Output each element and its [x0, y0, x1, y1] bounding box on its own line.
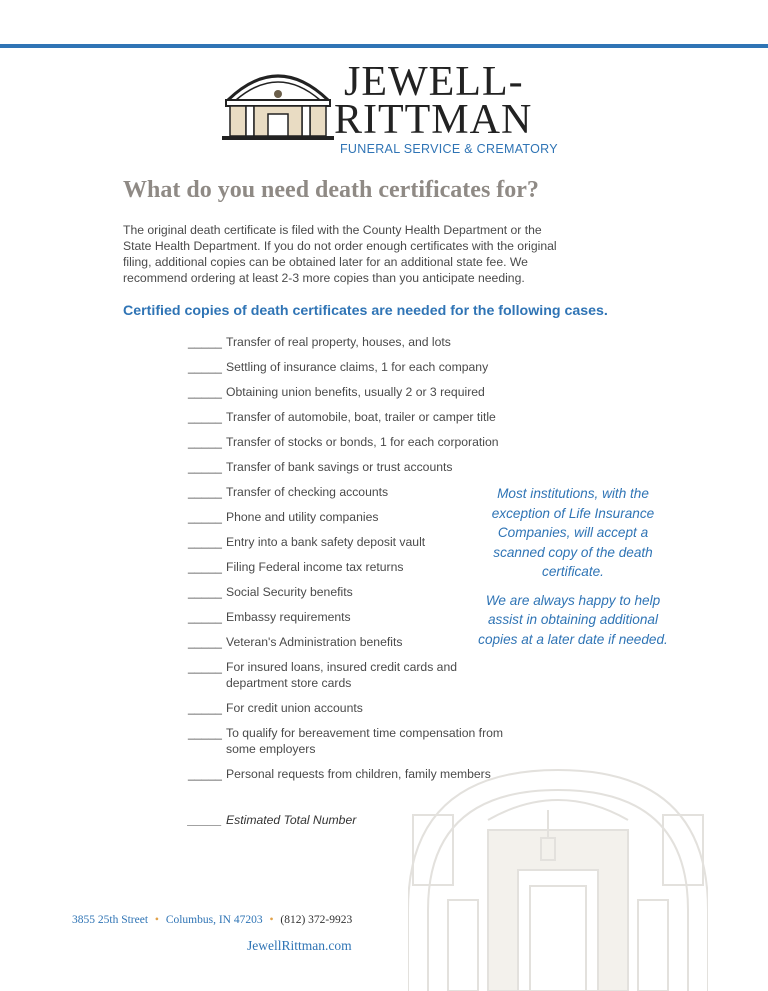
checklist-blank[interactable]: _____ [188, 535, 222, 549]
checklist-item [188, 700, 508, 716]
checklist-item [188, 484, 508, 500]
footer-address: 3855 25th Street [72, 914, 149, 926]
checklist-item [188, 359, 508, 375]
checklist-blank[interactable]: _____ [188, 410, 222, 424]
checklist-blank[interactable]: _____ [188, 510, 222, 524]
checklist-item [188, 559, 508, 575]
checklist-item [188, 434, 508, 450]
checklist-item [188, 609, 508, 625]
footer-separator: • [269, 914, 274, 926]
intro-paragraph: The original death certificate is filed with the County Health Department or the State Health Department. If you do not order enough certificates with the original filing, additional copies can be obtained later for an additional state fee. We recommend ordering at least 2-3 more copies than you anticipate needing. [123, 223, 557, 285]
checklist-blank[interactable]: _____ [188, 726, 222, 740]
checklist-item-label: Transfer of checking accounts [226, 485, 389, 499]
estimated-total-blank[interactable]: _____ [188, 813, 222, 827]
checklist-item-label: Phone and utility companies [226, 510, 379, 524]
checklist-blank[interactable]: _____ [188, 610, 222, 624]
checklist-item [188, 459, 508, 475]
logo [222, 59, 558, 160]
footer-phone[interactable]: (812) 372-9923 [280, 914, 353, 926]
checklist-item-label: Entry into a bank safety deposit vault [226, 535, 426, 549]
checklist-item-label: Transfer of bank savings or trust accounts [226, 460, 453, 474]
checklist-item [188, 334, 508, 350]
checklist-item-label: Obtaining union benefits, usually 2 or 3 required [226, 385, 485, 399]
checklist-item-label: Transfer of automobile, boat, trailer or camper title [226, 410, 496, 424]
brand-tagline: FUNERAL SERVICE & CREMATORY [340, 142, 558, 156]
checklist-blank[interactable]: _____ [188, 560, 222, 574]
checklist-item-label: Settling of insurance claims, 1 for each company [226, 360, 489, 374]
building-logo-icon [222, 60, 334, 142]
website-link[interactable]: JewellRittman.com [247, 938, 352, 953]
checklist-item [188, 659, 508, 691]
checklist-item-label: To qualify for bereavement time compensation from some employers [226, 726, 504, 756]
checklist-blank[interactable]: _____ [188, 460, 222, 474]
checklist-item-label: Veteran's Administration benefits [226, 635, 403, 649]
checklist-item-label: Filing Federal income tax returns [226, 560, 404, 574]
checklist-blank[interactable]: _____ [188, 435, 222, 449]
checklist-item-label: Transfer of real property, houses, and lots [226, 335, 451, 349]
page-title: What do you need death certificates for? [123, 177, 539, 203]
brand-name-line2: RITTMAN [334, 97, 533, 143]
checklist-item [188, 634, 508, 650]
estimated-total-label: Estimated Total Number [226, 813, 357, 827]
footer-city: Columbus, IN 47203 [165, 914, 263, 926]
checklist-blank[interactable]: _____ [188, 585, 222, 599]
checklist-item [188, 509, 508, 525]
checklist-item-label: Personal requests from children, family members [226, 767, 491, 781]
checklist-blank[interactable]: _____ [188, 485, 222, 499]
checklist-item-label: Transfer of stocks or bonds, 1 for each corporation [226, 435, 499, 449]
checklist-blank[interactable]: _____ [188, 701, 222, 715]
checklist-blank[interactable]: _____ [188, 385, 222, 399]
checklist-item [188, 534, 508, 550]
footer-separator: • [154, 914, 159, 926]
top-rule [0, 44, 768, 48]
checklist-item-label: Embassy requirements [226, 610, 351, 624]
checklist-item [188, 409, 508, 425]
checklist-blank[interactable]: _____ [188, 767, 222, 781]
checklist-blank[interactable]: _____ [188, 360, 222, 374]
checklist-item-label: For insured loans, insured credit cards and department store cards [226, 660, 458, 690]
building-watermark-icon [408, 760, 708, 991]
checklist-item [188, 725, 508, 757]
checklist-item [188, 384, 508, 400]
brand-name-line1: JEWELL- [344, 59, 524, 105]
checklist-blank[interactable]: _____ [188, 635, 222, 649]
info-note [478, 484, 668, 649]
footer-contact [72, 914, 352, 926]
note-paragraph-1: Most institutions, with the exception of Life Insurance Companies, will accept a scanned copy of the death certificate. [491, 486, 655, 579]
checklist-item [188, 584, 508, 600]
note-paragraph-2: We are always happy to help assist in obtaining additional copies at a later date if needed. [478, 592, 668, 647]
checklist-blank[interactable]: _____ [188, 335, 222, 349]
checklist-blank[interactable]: _____ [188, 660, 222, 674]
checklist [188, 334, 508, 828]
checklist-item-label: Social Security benefits [226, 585, 353, 599]
checklist-subheading: Certified copies of death certificates are needed for the following cases. [123, 303, 608, 319]
checklist-item-label: For credit union accounts [226, 701, 363, 715]
